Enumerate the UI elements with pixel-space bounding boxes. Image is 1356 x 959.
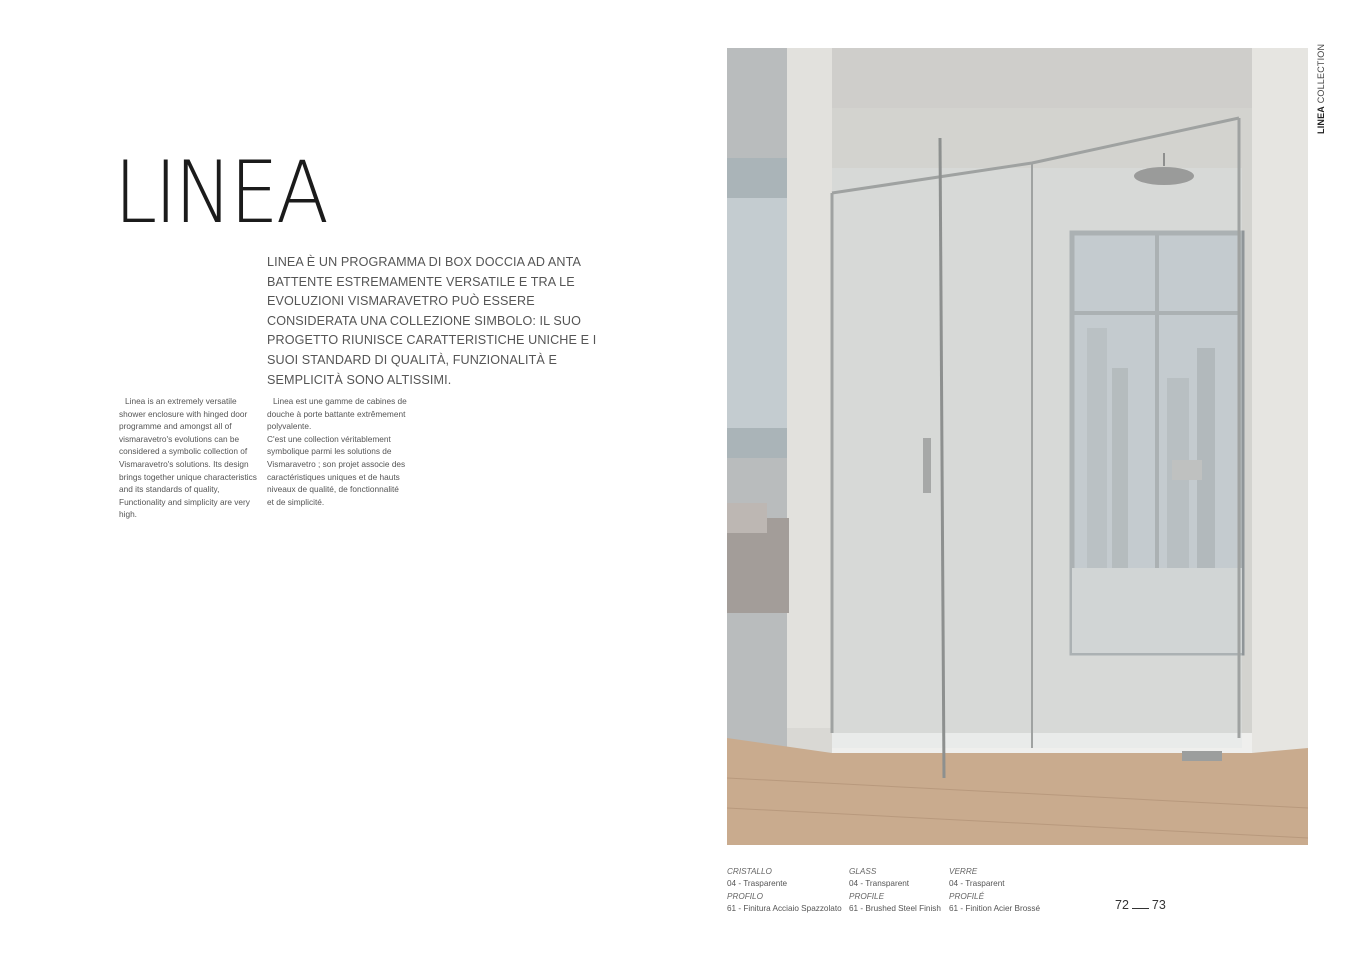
- spec-profile-value: 61 - Brushed Steel Finish: [849, 903, 941, 913]
- spec-glass-label: GLASS: [849, 867, 877, 876]
- spec-column-italian: [727, 866, 842, 914]
- collection-side-label: [1316, 44, 1326, 134]
- spec-glass-value: 04 - Trasparente: [727, 878, 788, 888]
- spec-profile-label: PROFILÉ: [949, 892, 985, 901]
- page-number-right: 73: [1151, 898, 1166, 912]
- french-paragraph-2: C'est une collection véritablement symbolique parmi les solutions de Vismaravetro ; son projet associe des caractéristiques uniques et de hauts niveaux de qualité, de fonctionnalité et de simplicité.: [267, 433, 406, 507]
- page-numbers: [1115, 898, 1166, 912]
- collection-word: COLLECTION: [1316, 43, 1326, 106]
- french-paragraph-1: Linea est une gamme de cabines de douche à porte battante extrêmement polyvalente.: [267, 396, 407, 432]
- spec-column-french: [949, 866, 1040, 914]
- spec-column-english: [849, 866, 941, 914]
- intro-paragraph: LINEA È UN PROGRAMMA DI BOX DOCCIA AD ANTA BATTENTE ESTREMAMENTE VERSATILE E TRA LE EVOLUZIONI VISMARAVETRO PUÒ ESSERE CONSIDERATA UNA COLLEZIONE SIMBOLO: IL SUO PROGETTO RIUNISCE CARATTERISTICHE UNICHE E I SUOI STANDARD DI QUALITÀ, FUNZIONALITÀ E SEMPLICITÀ SONO ALTISSIMI.: [267, 255, 597, 387]
- collection-name: LINEA: [1316, 106, 1326, 134]
- shower-enclosure-photo: [727, 48, 1308, 845]
- english-column: [119, 395, 264, 521]
- spec-glass-value: 04 - Trasparent: [949, 878, 1005, 888]
- spec-glass-label: CRISTALLO: [727, 867, 772, 876]
- spec-glass-label: VERRE: [949, 867, 978, 876]
- page-separator: [1132, 908, 1149, 909]
- french-column: [267, 395, 407, 508]
- spec-profile-value: 61 - Finition Acier Brossé: [949, 903, 1041, 913]
- spec-profile-value: 61 - Finitura Acciaio Spazzolato: [727, 903, 842, 913]
- spec-profile-label: PROFILO: [727, 892, 763, 901]
- page-number-left: 72: [1115, 898, 1129, 912]
- spec-profile-label: PROFILE: [849, 892, 885, 901]
- spec-glass-value: 04 - Transparent: [849, 878, 910, 888]
- page-title: LINEA: [114, 143, 327, 243]
- english-paragraph: Linea is an extremely versatile shower enclosure with hinged door programme and amongst all of vismaravetro's evolutions can be considered a symbolic collection of Vismaravetro's solutions. Its design brings together unique characteristics and its standards of quality, Functionality and simplicity are very high.: [119, 396, 257, 520]
